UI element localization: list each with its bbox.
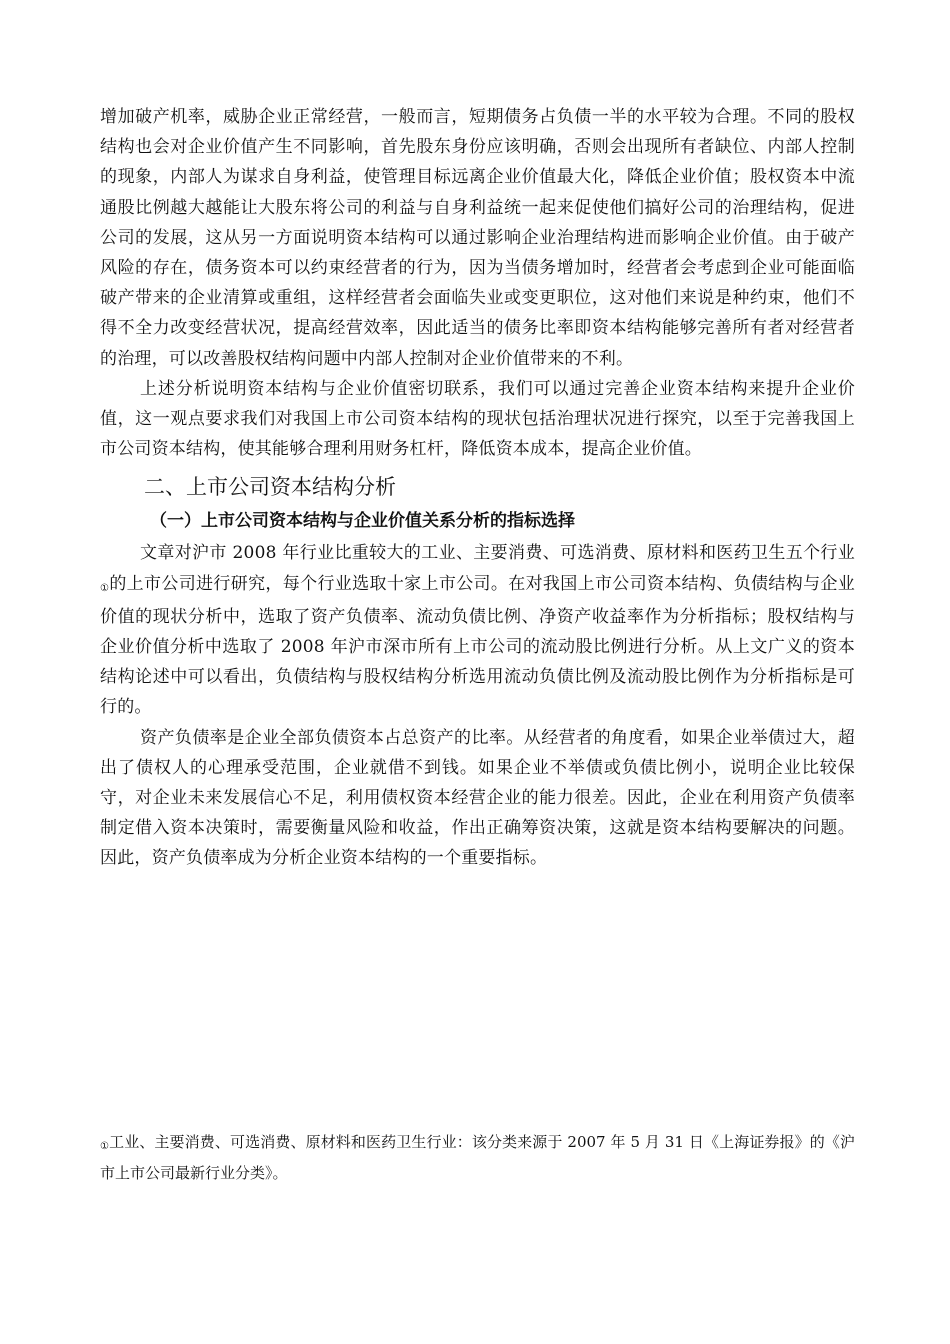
footnote-mark: ① <box>100 1141 110 1152</box>
footnote-text: 工业、主要消费、可选消费、原材料和医药卫生行业：该分类来源于 2007 年 5 月 31 日《上海证券报》的《沪市上市公司最新行业分类》。 <box>100 1133 856 1182</box>
paragraph-research-scope <box>100 538 855 722</box>
paragraph-research-scope-part1: 文章对沪市 2008 年行业比重较大的工业、主要消费、可选消费、原材料和医药卫生五个行业 <box>140 543 855 564</box>
body-text <box>100 102 855 874</box>
paragraph-research-scope-part2: 的上市公司进行研究，每个行业选取十家上市公司。在对我国上市公司资本结构、负债结构与企业价值的现状分析中，选取了资产负债率、流动负债比例、净资产收益率作为分析指标；股权结构与企业价值分析中选取了 2008 年沪市深市所有上市公司的流动股比例进行分析。从上文广义的资本结构论述中可以看出，负债结构与股权结构分析选用流动负债比例及流动股比例作为分析指标是可行的。 <box>100 573 855 718</box>
paragraph-debt-ratio: 资产负债率是企业全部负债资本占总资产的比率。从经营者的角度看，如果企业举债过大，超出了债权人的心理承受范围，企业就借不到钱。如果企业不举债或负债比例小，说明企业比较保守，对企业未来发展信心不足，利用债权资本经营企业的能力很差。因此，企业在利用资产负债率制定借入资本决策时，需要衡量风险和收益，作出正确筹资决策，这就是资本结构要解决的问题。因此，资产负债率成为分析企业资本结构的一个重要指标。 <box>100 727 855 869</box>
paragraph-bankruptcy-risk: 增加破产机率，威胁企业正常经营，一般而言，短期债务占负债一半的水平较为合理。不同的股权结构也会对企业价值产生不同影响，首先股东身份应该明确，否则会出现所有者缺位、内部人控制的现象，内部人为谋求自身利益，使管理目标远离企业价值最大化，降低企业价值；股权资本中流通股比例越大越能让大股东将公司的利益与自身利益统一起来促使他们搞好公司的治理结构，促进公司的发展，这从另一方面说明资本结构可以通过影响企业治理结构进而影响企业价值。由于破产风险的存在，债务资本可以约束经营者的行为，因为当债务增加时，经营者会考虑到企业可能面临破产带来的企业清算或重组，这样经营者会面临失业或变更职位，这对他们来说是种约束，他们不得不全力改变经营状况，提高经营效率，因此适当的债务比率即资本结构能够完善所有者对经营者的治理，可以改善股权结构问题中内部人控制对企业价值带来的不利。 <box>100 107 855 369</box>
subsection-heading: （一）上市公司资本结构与企业价值关系分析的指标选择 <box>150 511 575 532</box>
footnote <box>100 1128 855 1188</box>
footnote-reference[interactable]: ① <box>100 582 110 594</box>
section-heading: 二、上市公司资本结构分析 <box>144 475 396 500</box>
paragraph-capital-structure-value: 上述分析说明资本结构与企业价值密切联系，我们可以通过完善企业资本结构来提升企业价值，这一观点要求我们对我国上市公司资本结构的现状包括治理状况进行探究，以至于完善我国上市公司资本结构，使其能够合理利用财务杠杆，降低资本成本，提高企业价值。 <box>100 378 855 460</box>
